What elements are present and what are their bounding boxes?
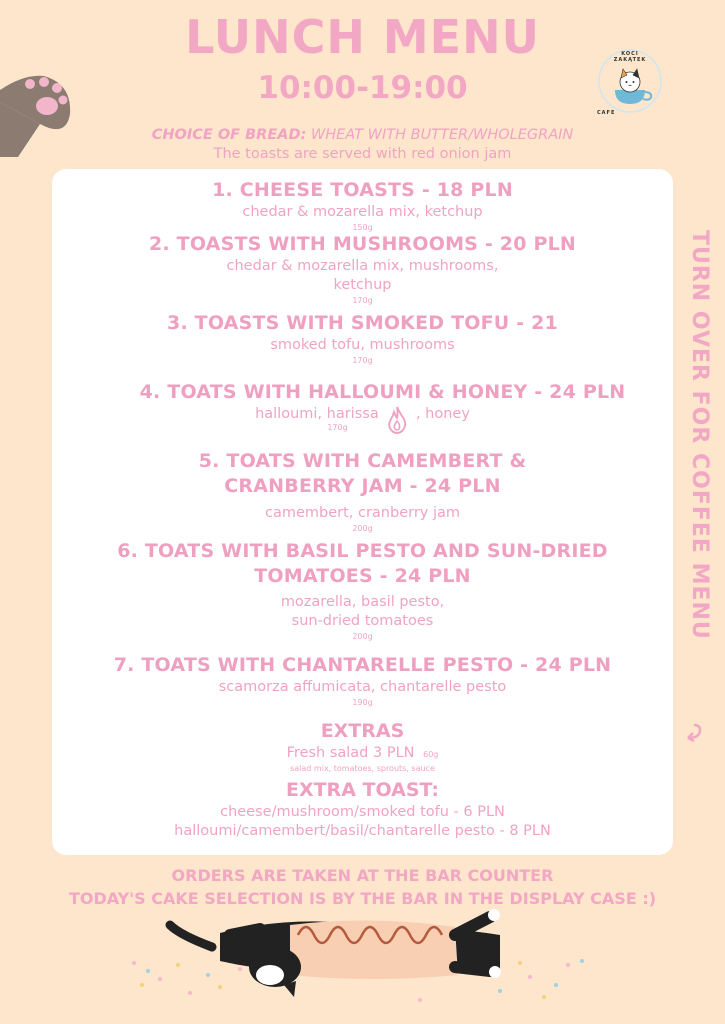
- menu-item-5: [52, 449, 673, 534]
- item-name: 4. TOATS WITH HALLOUMI & HONEY - 24 PLN: [139, 381, 626, 403]
- item-weight: 170g: [327, 423, 348, 432]
- item-desc: chedar & mozarella mix, ketchup: [242, 204, 483, 220]
- menu-item-1: [52, 178, 673, 233]
- item-desc: smoked tofu, mushrooms: [270, 337, 455, 353]
- bread-label: CHOICE OF BREAD:: [151, 127, 307, 143]
- bread-choice: [0, 126, 725, 164]
- item-weight: 190g: [352, 698, 373, 707]
- item-weight: 200g: [352, 524, 373, 533]
- item-name-line2: TOMATOES - 24 PLN: [254, 565, 471, 587]
- bread-note: The toasts are served with red onion jam: [213, 146, 512, 162]
- item-name-line2: CRANBERRY JAM - 24 PLN: [224, 475, 501, 497]
- menu-item-4: [52, 380, 673, 433]
- cafe-logo: [597, 48, 663, 122]
- extra-toast-heading: EXTRA TOAST:: [285, 779, 440, 801]
- sleeping-cat-illustration: [120, 905, 600, 1015]
- menu-item-6: [52, 539, 673, 642]
- logo-text-top: KOCI ZAKĄTEK: [613, 51, 647, 63]
- menu-item-2: [52, 232, 673, 306]
- extras-salad-label: Fresh salad 3 PLN: [286, 745, 415, 761]
- item-name: 6. TOATS WITH BASIL PESTO AND SUN-DRIED: [117, 540, 608, 562]
- item-name: 7. TOATS WITH CHANTARELLE PESTO - 24 PLN: [113, 654, 612, 676]
- extras-salad: [52, 744, 673, 764]
- item-desc-part2: , honey: [415, 406, 470, 422]
- page-title: LUNCH MENU: [185, 10, 540, 64]
- side-text-box: [676, 230, 720, 750]
- extra-toast-line1: cheese/mushroom/smoked tofu - 6 PLN: [220, 804, 505, 820]
- spicy-flame-icon: [387, 406, 407, 434]
- item-desc: scamorza affumicata, chantarelle pesto: [218, 679, 507, 695]
- item-name: 3. TOASTS WITH SMOKED TOFU - 21: [167, 312, 558, 334]
- item-name: 5. TOATS WITH CAMEMBERT &: [198, 450, 527, 472]
- extras-section: [52, 720, 673, 841]
- item-desc-part1: halloumi, harissa: [255, 406, 379, 422]
- item-desc-line2: sun-dried tomatoes: [291, 613, 434, 629]
- item-weight: 200g: [352, 632, 373, 641]
- footer-line-1: ORDERS ARE TAKEN AT THE BAR COUNTER: [171, 866, 554, 885]
- item-weight: 170g: [352, 296, 373, 305]
- menu-item-3: [52, 311, 673, 366]
- turn-over-text: TURN OVER FOR COFFEE MENU: [687, 230, 712, 640]
- extras-salad-desc: salad mix, tomatoes, sprouts, sauce: [290, 764, 435, 773]
- item-desc: chedar & mozarella mix, mushrooms,: [226, 258, 499, 274]
- footer-line-2: TODAY'S CAKE SELECTION IS BY THE BAR IN THE DISPLAY CASE :): [68, 889, 657, 908]
- item-name: 2. TOASTS WITH MUSHROOMS - 20 PLN: [149, 233, 576, 255]
- item-name: 1. CHEESE TOASTS - 18 PLN: [212, 179, 513, 201]
- bread-options: WHEAT WITH BUTTER/WHOLEGRAIN: [310, 127, 574, 143]
- extras-heading: EXTRAS: [320, 720, 405, 742]
- opening-hours: 10:00-19:00: [257, 70, 468, 106]
- item-desc: mozarella, basil pesto,: [280, 594, 445, 610]
- item-weight: 150g: [352, 223, 373, 232]
- menu-item-7: [52, 653, 673, 708]
- item-desc: camembert, cranberry jam: [264, 505, 461, 521]
- item-desc-line2: ketchup: [333, 277, 392, 293]
- item-weight: 170g: [352, 356, 373, 365]
- extras-salad-weight: 60g: [423, 750, 439, 759]
- curved-arrow-icon: [684, 722, 706, 742]
- extra-toast-line2: halloumi/camembert/basil/chantarelle pesto - 8 PLN: [174, 823, 551, 839]
- logo-text-bottom: CAFE: [597, 110, 616, 116]
